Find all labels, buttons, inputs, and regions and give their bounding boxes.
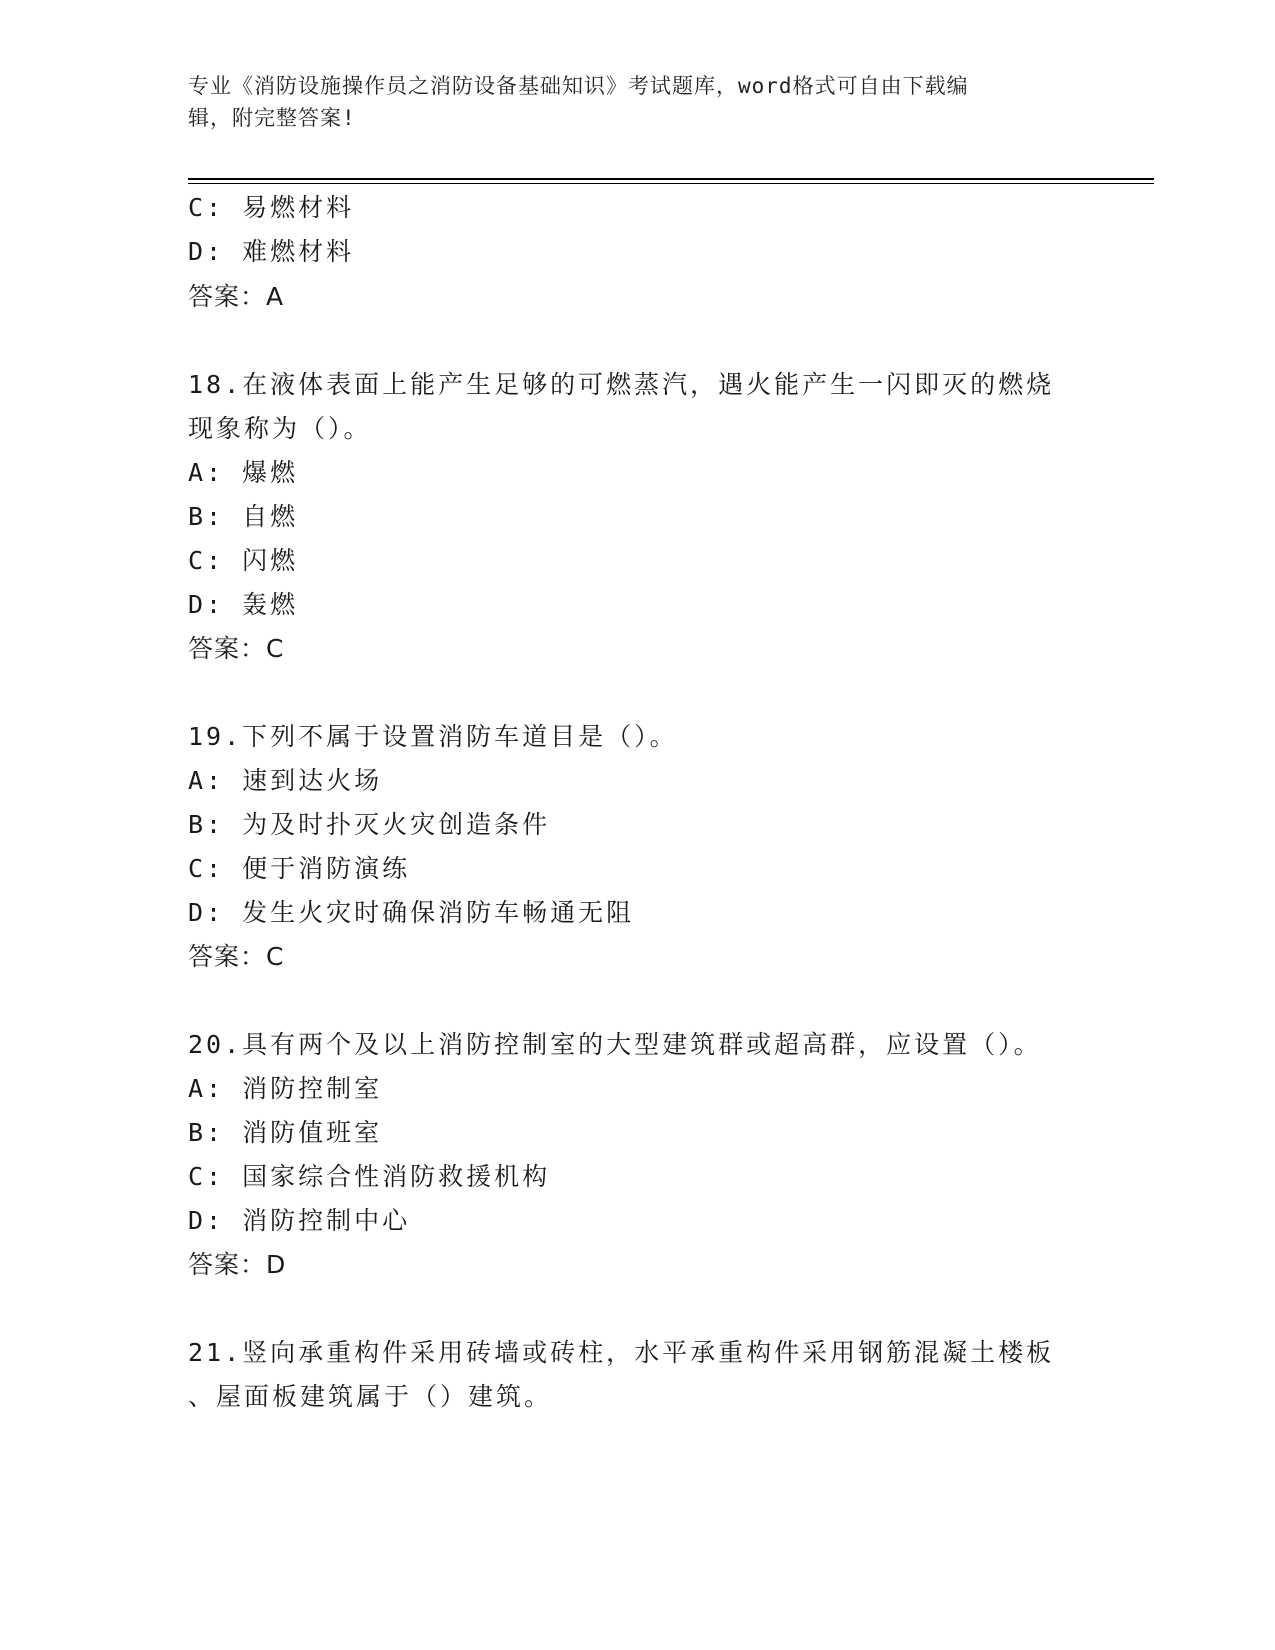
q20-option-d: D: 消防控制中心 bbox=[188, 1206, 411, 1235]
q20-option-a: A: 消防控制室 bbox=[188, 1074, 383, 1103]
q18-option-c: C: 闪燃 bbox=[188, 546, 299, 575]
header-rule-thick bbox=[188, 178, 1154, 180]
header-rule-thin bbox=[188, 183, 1154, 184]
prev-answer: 答案：A bbox=[188, 282, 285, 311]
q20-stem-line-1: 20.具有两个及以上消防控制室的大型建筑群或超高群，应设置（）。 bbox=[188, 1030, 1042, 1059]
q21-stem-line-2: 、屋面板建筑属于（）建筑。 bbox=[188, 1382, 553, 1411]
prev-option-d: D: 难燃材料 bbox=[188, 237, 355, 266]
q19-option-d: D: 发生火灾时确保消防车畅通无阻 bbox=[188, 898, 635, 927]
q18-answer: 答案：C bbox=[188, 634, 285, 663]
q20-option-c: C: 国家综合性消防救援机构 bbox=[188, 1162, 551, 1191]
q19-stem-line-1: 19.下列不属于设置消防车道目是（）。 bbox=[188, 722, 678, 751]
q18-option-d: D: 轰燃 bbox=[188, 590, 299, 619]
page-header bbox=[188, 70, 1068, 134]
q19-option-a: A: 速到达火场 bbox=[188, 766, 383, 795]
q21-stem-line-1: 21.竖向承重构件采用砖墙或砖柱，水平承重构件采用钢筋混凝土楼板 bbox=[188, 1338, 1055, 1367]
q20-option-b: B: 消防值班室 bbox=[188, 1118, 383, 1147]
header-line-1: 专业《消防设施操作员之消防设备基础知识》考试题库，word格式可自由下载编 bbox=[188, 74, 969, 98]
q19-answer: 答案：C bbox=[188, 942, 285, 971]
q18-option-b: B: 自燃 bbox=[188, 502, 299, 531]
q18-option-a: A: 爆燃 bbox=[188, 458, 299, 487]
q18-stem-line-2: 现象称为（）。 bbox=[188, 414, 372, 443]
q19-option-b: B: 为及时扑灭火灾创造条件 bbox=[188, 810, 551, 839]
q19-option-c: C: 便于消防演练 bbox=[188, 854, 411, 883]
q20-answer: 答案：D bbox=[188, 1250, 287, 1279]
q18-stem-line-1: 18.在液体表面上能产生足够的可燃蒸汽，遇火能产生一闪即灭的燃烧 bbox=[188, 370, 1055, 399]
header-line-2: 辑，附完整答案! bbox=[188, 106, 356, 130]
prev-option-c: C: 易燃材料 bbox=[188, 193, 355, 222]
